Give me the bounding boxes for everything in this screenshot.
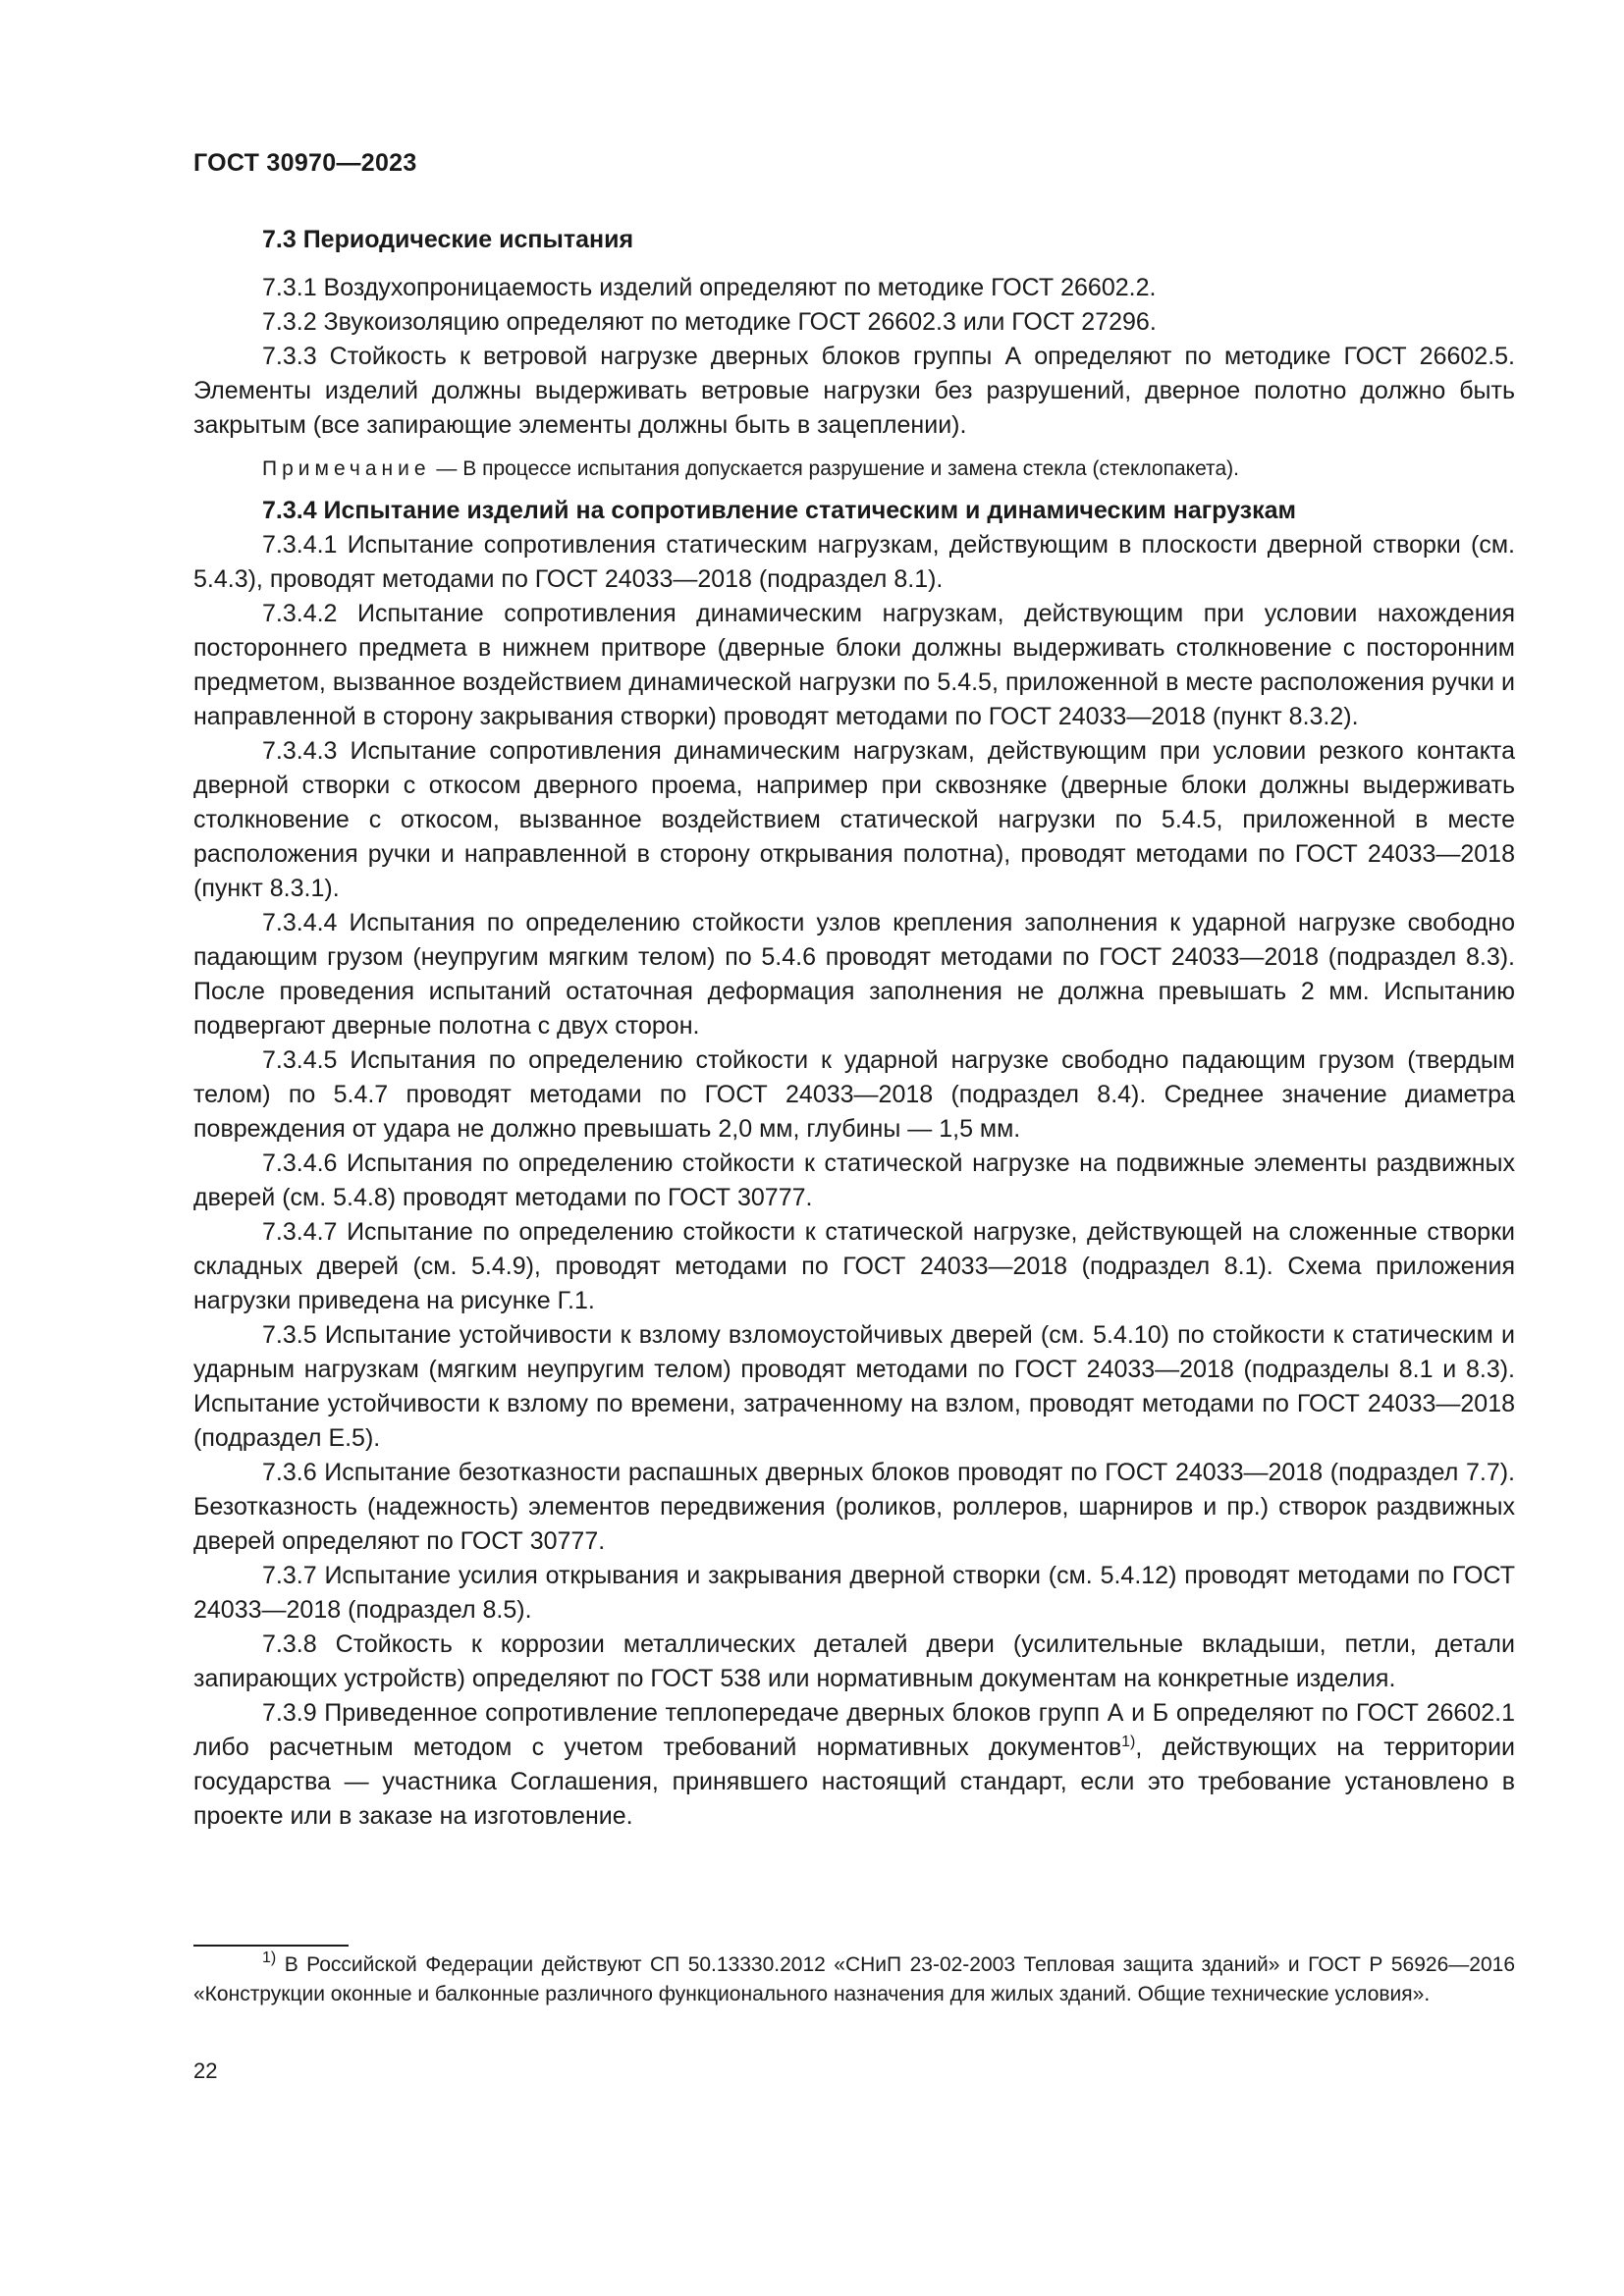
paragraph-7-3-9-text-start: 7.3.9 Приведенное сопротивление теплопередаче дверных блоков групп А и Б определяют по ГОСТ 26602.1 либо расчетным методом с учетом требований нормативных документов <box>193 1699 1515 1761</box>
paragraph-7-3-8: 7.3.8 Стойкость к коррозии металлических деталей двери (усилительные вкладыши, петли, детали запирающих устройств) определяют по ГОСТ 538 или нормативным документам на конкретные изделия. <box>193 1630 1515 1692</box>
note <box>193 454 1515 484</box>
paragraph-7-3-1: 7.3.1 Воздухопроницаемость изделий определяют по методике ГОСТ 26602.2. <box>262 274 1157 301</box>
footnote-reference[interactable]: 1) <box>1121 1734 1136 1750</box>
paragraph-7-3-4-3: 7.3.4.3 Испытание сопротивления динамическим нагрузкам, действующим при условии резкого контакта дверной створки с откосом дверного проема, например при сквозняке (дверные блоки должны выдерживать столкновение с откосом, вызванное воздействием статической нагрузки по 5.4.5, приложенной в месте расположения ручки и направленной в сторону открывания полотна), проводят методами по ГОСТ 24033—2018 (пункт 8.3.1). <box>193 737 1515 902</box>
paragraph-7-3-6: 7.3.6 Испытание безотказности распашных дверных блоков проводят по ГОСТ 24033—2018 (подраздел 7.7). Безотказность (надежность) элементов передвижения (роликов, роллеров, шарниров и пр.) створок раздвижных дверей определяют по ГОСТ 30777. <box>193 1459 1515 1555</box>
paragraph-7-3-4-7: 7.3.4.7 Испытание по определению стойкости к статической нагрузке, действующей на сложенные створки складных дверей (см. 5.4.9), проводят методами по ГОСТ 24033—2018 (подраздел 8.1). Схема приложения нагрузки приведена на рисунке Г.1. <box>193 1218 1515 1314</box>
paragraph-7-3-9 <box>193 1696 1515 1834</box>
paragraph-7-3-4-6: 7.3.4.6 Испытания по определению стойкости к статической нагрузке на подвижные элементы раздвижных дверей (см. 5.4.8) проводят методами по ГОСТ 30777. <box>193 1149 1515 1211</box>
footnote-divider <box>193 1945 349 1947</box>
footnote <box>193 1950 1515 2009</box>
note-text: — В процессе испытания допускается разрушение и замена стекла (стеклопакета). <box>430 457 1239 480</box>
footnote-text: В Российской Федерации действуют СП 50.13330.2012 «СНиП 23-02-2003 Тепловая защита зданий» и ГОСТ Р 56926—2016 «Конструкции оконные и балконные различного функционального назначения для жилых зданий. Общие технические условия». <box>193 1953 1515 2005</box>
page-number: 22 <box>193 2058 218 2083</box>
paragraph-7-3-9-text-end: , действующих на территории государства — участника Соглашения, принявшего настоящий стандарт, если это требование установлено в проекте или в заказе на изготовление. <box>193 1734 1515 1830</box>
subsection-title-7-3-4: 7.3.4 Испытание изделий на сопротивление статическим и динамическим нагрузкам <box>262 497 1297 524</box>
section-title: 7.3 Периодические испытания <box>262 226 634 253</box>
paragraph-7-3-2: 7.3.2 Звукоизоляцию определяют по методике ГОСТ 26602.3 или ГОСТ 27296. <box>262 308 1157 336</box>
note-label: Примечание <box>262 457 431 480</box>
paragraph-7-3-4-1: 7.3.4.1 Испытание сопротивления статическим нагрузкам, действующим в плоскости дверной створки (см. 5.4.3), проводят методами по ГОСТ 24033—2018 (подраздел 8.1). <box>193 531 1515 593</box>
page-body <box>193 223 1515 1834</box>
document-code-header: ГОСТ 30970—2023 <box>193 149 417 177</box>
paragraph-7-3-4-4: 7.3.4.4 Испытания по определению стойкости узлов крепления заполнения к ударной нагрузке свободно падающим грузом (неупругим мягким телом) по 5.4.6 проводят методами по ГОСТ 24033—2018 (подраздел 8.3). После проведения испытаний остаточная деформация заполнения не должна превышать 2 мм. Испытанию подвергают дверные полотна с двух сторон. <box>193 909 1515 1040</box>
paragraph-7-3-5: 7.3.5 Испытание устойчивости к взлому взломоустойчивых дверей (см. 5.4.10) по стойкости к статическим и ударным нагрузкам (мягким неупругим телом) проводят методами по ГОСТ 24033—2018 (подразделы 8.1 и 8.3). Испытание устойчивости к взлому по времени, затраченному на взлом, проводят методами по ГОСТ 24033—2018 (подраздел Е.5). <box>193 1321 1515 1452</box>
footnote-marker: 1) <box>262 1949 277 1966</box>
paragraph-7-3-7: 7.3.7 Испытание усилия открывания и закрывания дверной створки (см. 5.4.12) проводят методами по ГОСТ 24033—2018 (подраздел 8.5). <box>193 1562 1515 1624</box>
paragraph-7-3-3: 7.3.3 Стойкость к ветровой нагрузке дверных блоков группы А определяют по методике ГОСТ 26602.5. Элементы изделий должны выдерживать ветровые нагрузки без разрушений, дверное полотно должно быть закрытым (все запирающие элементы должны быть в зацеплении). <box>193 343 1515 439</box>
paragraph-7-3-4-2: 7.3.4.2 Испытание сопротивления динамическим нагрузкам, действующим при условии нахождения постороннего предмета в нижнем притворе (дверные блоки должны выдерживать столкновение с посторонним предметом, вызванное воздействием динамической нагрузки по 5.4.5, приложенной в месте расположения ручки и направленной в сторону закрывания створки) проводят методами по ГОСТ 24033—2018 (пункт 8.3.2). <box>193 600 1515 730</box>
paragraph-7-3-4-5: 7.3.4.5 Испытания по определению стойкости к ударной нагрузке свободно падающим грузом (твердым телом) по 5.4.7 проводят методами по ГОСТ 24033—2018 (подраздел 8.4). Среднее значение диаметра повреждения от удара не должно превышать 2,0 мм, глубины — 1,5 мм. <box>193 1046 1515 1143</box>
